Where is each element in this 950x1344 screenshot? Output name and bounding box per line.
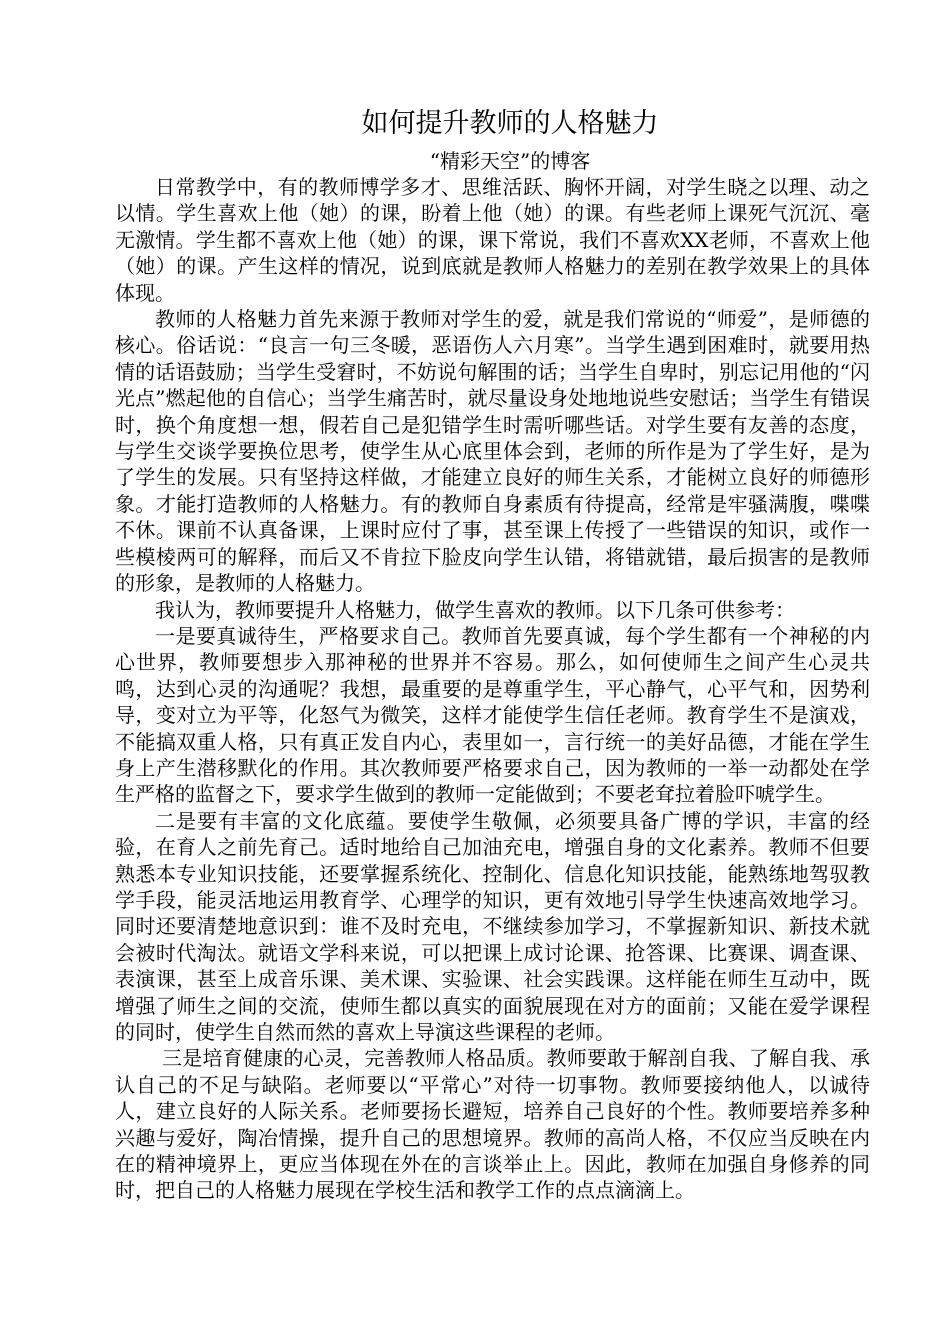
paragraph-point-two: 二是要有丰富的文化底蕴。要使学生敬佩，必须要具备广博的学识，丰富的经验，在育人之前先育己。适时地给自己加油充电，增强自身的文化素养。教师不但要熟悉本专业知识技能，还要掌握系统化、控制化、信息化知识技能，能熟练地驾驭教学手段，能灵活地运用教育学、心理学的知识，更有效地引导学生快速高效地学习。同时还要清楚地意识到：谁不及时充电，不继续参加学习，不掌握新知识、新技术就会被时代淘汰。就语文学科来说，可以把课上成讨论课、抢答课、比赛课、调查课、表演课，甚至上成音乐课、美术课、实验课、社会实践课。这样能在师生互动中，既增强了师生之间的交流，使师生都以真实的面貌展现在对方的面前；又能在爱学课程的同时，使学生自然而然的喜欢上导演这些课程的老师。 [115,808,870,1044]
document-body [115,174,870,1204]
paragraph-intro: 日常教学中，有的教师博学多才、思维活跃、胸怀开阔，对学生晓之以理、动之以情。学生喜欢上他（她）的课，盼着上他（她）的课。有些老师上课死气沉沉、毫无激情。学生都不喜欢上他（她）的课，课下常说，我们不喜欢XX老师，不喜欢上他（她）的课。产生这样的情况，说到底就是教师人格魅力的差别在教学效果上的具体体现。 [115,175,870,305]
paragraph-point-three: 三是培育健康的心灵，完善教师人格品质。教师要敢于解剖自我、了解自我、承认自己的不足与缺陷。老师要以“平常心”对待一切事物。教师要接纳他人，以诚待人，建立良好的人际关系。老师要扬长避短，培养自己良好的个性。教师要培养多种兴趣与爱好，陶冶情操，提升自己的思想境界。教师的高尚人格，不仅应当反映在内在的精神境界上，更应当体现在外在的言谈举止上。因此，教师在加强自身修养的同时，把自己的人格魅力展现在学校生活和教学工作的点点滴滴上。 [115,1046,870,1203]
paragraph-teacher-love: 教师的人格魅力首先来源于教师对学生的爱，就是我们常说的“师爱”，是师德的核心。俗话说：“良言一句三冬暖，恶语伤人六月寒”。当学生遇到困难时，就要用热情的话语鼓励；当学生受窘时，不妨说句解围的话；当学生自卑时，别忘记用他的“闪光点”燃起他的自信心；当学生痛苦时，就尽量设身处地地说些安慰话；当学生有错误时，换个角度想一想，假若自己是犯错学生时需听哪些话。对学生要有友善的态度，与学生交谈学要换位思考，使学生从心底里体会到，老师的所作是为了学生好，是为了学生的发展。只有坚持这样做，才能建立良好的师生关系，才能树立良好的师德形象。才能打造教师的人格魅力。有的教师自身素质有待提高，经常是牢骚满腹，喋喋不休。课前不认真备课，上课时应付了事，甚至课上传授了一些错误的知识，或作一些模棱两可的解释，而后又不肯拉下脸皮向学生认错，将错就错，最后损害的是教师的形象，是教师的人格魅力。 [115,307,870,596]
paragraph-point-one: 一是要真诚待生，严格要求自己。教师首先要真诚，每个学生都有一个神秘的内心世界，教师要想步入那神秘的世界并不容易。那么，如何使师生之间产生心灵共鸣，达到心灵的沟通呢？我想，最重要的是尊重学生，平心静气，心平气和，因势利导，变对立为平等，化怒气为微笑，这样才能使学生信任老师。教育学生不是演戏，不能搞双重人格，只有真正发自内心，表里如一，言行统一的美好品德，才能在学生身上产生潜移默化的作用。其次教师要严格要求自己，因为教师的一举一动都处在学生严格的监督之下，要求学生做到的教师一定能做到；不要老耷拉着脸吓唬学生。 [115,623,870,807]
document-title: 如何提升教师的人格魅力 [361,108,659,139]
paragraph-suggestions-lead: 我认为，教师要提升人格魅力，做学生喜欢的教师。以下几条可供参考： [155,597,795,622]
document-byline: “精彩天空”的博客 [429,149,591,173]
